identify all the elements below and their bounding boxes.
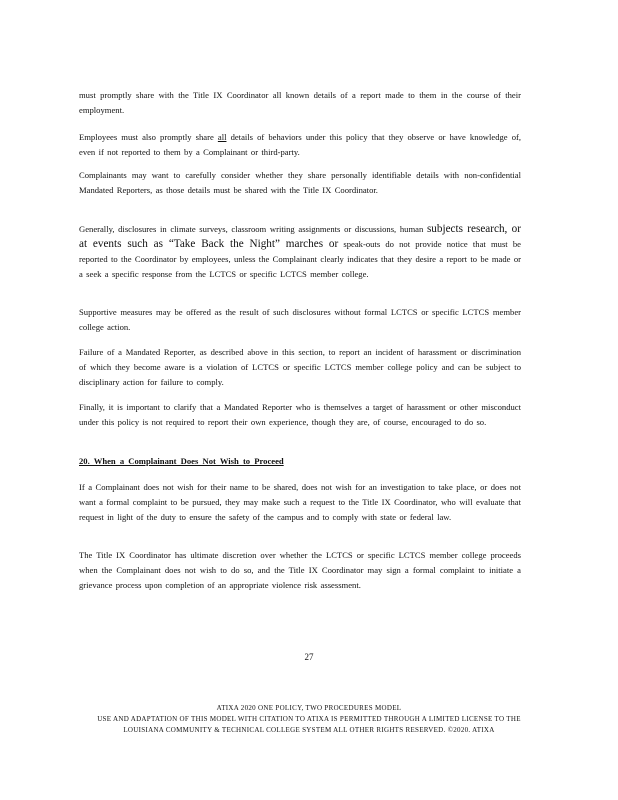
paragraph-4-large-text: subjects research, or at events such as “Take Back the Night” marches or	[79, 223, 521, 250]
footer-line-3: LOUISIANA COMMUNITY & TECHNICAL COLLEGE SYSTEM ALL OTHER RIGHTS RESERVED. ©2020. ATIXA	[123, 726, 495, 734]
paragraph-5: Supportive measures may be offered as the result of such disclosures without formal LCTCS or specific LCTCS member college action.	[79, 307, 521, 332]
paragraph-2-text-b: details of behaviors under this policy that they observe or have knowledge of, even if not reported to them by a Complainant or third-party.	[79, 132, 522, 157]
paragraph-2	[79, 130, 521, 160]
paragraph-9: The Title IX Coordinator has ultimate discretion over whether the LCTCS or specific LCTCS member college proceeds when the Complainant does not wish to do so, and the Title IX Coordinator may sign a formal complaint to initiate a grievance process upon completion of an appropriate violence risk assessment.	[79, 550, 521, 590]
paragraph-4-text-a: Generally, disclosures in climate surveys, classroom writing assignments or discussions, human	[79, 224, 427, 234]
paragraph-4-text-b: speak-outs do not provide notice that must be reported to the Coordinator by employees, unless the Complainant clearly indicates that they desire a report to be made or a seek a specific response from the LCTCS or specific LCTCS member college.	[79, 239, 521, 279]
paragraph-7: Finally, it is important to clarify that a Mandated Reporter who is themselves a target of harassment or other misconduct under this policy is not required to report their own experience, though they are, of course, encouraged to do so.	[79, 402, 521, 427]
paragraph-4	[79, 222, 521, 282]
section-heading: 20. When a Complainant Does Not Wish to Proceed	[79, 456, 284, 466]
paragraph-3: Complainants may want to carefully consider whether they share personally identifiable details with non-confidential Mandated Reporters, as those details must be shared with the Title IX Coordinator.	[79, 170, 521, 195]
footer-line-1: ATIXA 2020 ONE POLICY, TWO PROCEDURES MODEL	[216, 704, 402, 712]
paragraph-2-emphasis: all	[217, 132, 227, 142]
paragraph-2-text-a: Employees must also promptly share	[79, 132, 218, 142]
paragraph-6: Failure of a Mandated Reporter, as described above in this section, to report an incident of harassment or discrimination of which they become aware is a violation of LCTCS or specific LCTCS member college policy and can be subject to disciplinary action for failure to comply.	[79, 347, 521, 387]
footer-line-2: USE AND ADAPTATION OF THIS MODEL WITH CITATION TO ATIXA IS PERMITTED THROUGH A LIMITED LICENSE TO THE	[97, 715, 521, 723]
page-number: 27	[304, 652, 314, 662]
paragraph-1: must promptly share with the Title IX Coordinator all known details of a report made to them in the course of their employment.	[79, 90, 521, 115]
footer	[40, 703, 578, 736]
paragraph-8: If a Complainant does not wish for their name to be shared, does not wish for an investigation to take place, or does not want a formal complaint to be pursued, they may make such a request to the Title IX Coordinator, who will evaluate that request in light of the duty to ensure the safety of the campus and to comply with state or federal law.	[79, 482, 521, 522]
